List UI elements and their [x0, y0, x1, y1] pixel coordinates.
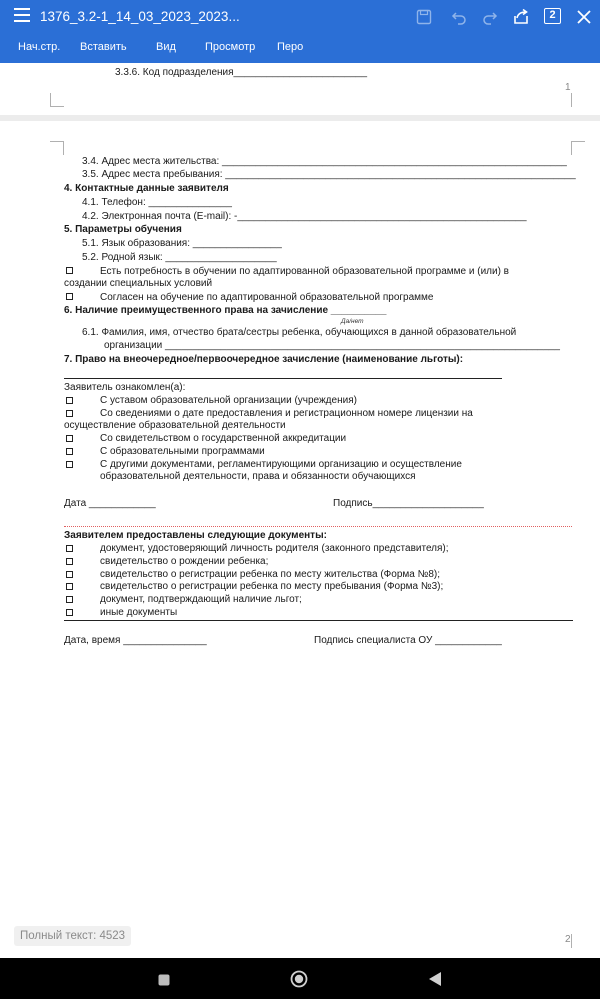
section-6-heading: 6. Наличие преимущественного права на зачисление __________ [64, 305, 387, 316]
checkbox-label: С другими документами, регламентирующими организацию и осуществление [100, 459, 462, 470]
page-corner-mark [63, 141, 64, 155]
date-field: Дата ____________ [64, 498, 156, 509]
undo-icon[interactable] [449, 7, 469, 27]
tab-review[interactable]: Просмотр [205, 41, 256, 53]
recents-button[interactable] [158, 973, 170, 991]
page-number-1: 1 [565, 82, 571, 93]
tab-home[interactable]: Нач.стр. [18, 41, 61, 53]
tab-pen[interactable]: Перо [277, 41, 304, 53]
field-email: 4.2. Электронная почта (E-mail): -____________________________________________________ [82, 211, 527, 222]
checkbox-label: свидетельство о регистрации ребенка по месту пребывания (Форма №3); [100, 581, 444, 592]
checkbox-label: Есть потребность в обучении по адаптированной образовательной программе и (или) в [100, 266, 509, 277]
checkbox-label: иные документы [100, 607, 178, 618]
title-bar [0, 0, 600, 34]
checkbox-label: документ, удостоверяющий личность родителя (законного представителя); [100, 543, 449, 554]
home-button[interactable] [290, 970, 308, 993]
redo-icon[interactable] [480, 7, 500, 27]
page-corner-mark [571, 934, 572, 948]
page-corner-mark [571, 141, 585, 155]
documents-heading: Заявителем предоставлены следующие документы: [64, 530, 327, 541]
page-number-2: 2 [565, 934, 571, 945]
checkbox-programs[interactable] [66, 448, 73, 455]
tab-insert[interactable]: Вставить [80, 41, 127, 53]
checkbox-label-continued: осуществление образовательной деятельности [64, 420, 286, 431]
menu-icon[interactable] [14, 8, 30, 24]
ribbon-toolbar [0, 34, 600, 63]
checkbox-doc-birth-certificate[interactable] [66, 558, 73, 565]
tab-view[interactable]: Вид [156, 41, 176, 53]
section-divider [64, 526, 572, 527]
share-icon[interactable] [511, 7, 531, 27]
section-4-heading: 4. Контактные данные заявителя [64, 183, 229, 194]
checkbox-doc-parent-id[interactable] [66, 545, 73, 552]
specialist-signature-field: Подпись специалиста ОУ ____________ [314, 635, 502, 646]
checkbox-doc-other[interactable] [66, 609, 73, 616]
pages-icon[interactable]: 2 [544, 8, 561, 24]
checkbox-label: Со свидетельством о государственной аккредитации [100, 433, 347, 444]
checkbox-accreditation[interactable] [66, 435, 73, 442]
close-icon[interactable] [574, 7, 594, 27]
checkbox-label: С образовательными программами [100, 446, 265, 457]
field-native-language: 5.2. Родной язык: ____________________ [82, 252, 277, 263]
system-nav-bar [0, 958, 600, 999]
document-title: 1376_3.2-1_14_03_2023_2023... [40, 9, 240, 24]
document-page-1 [0, 63, 600, 115]
checkbox-label: документ, подтверждающий наличие льгот; [100, 594, 302, 605]
checkbox-adapted-consent[interactable] [66, 293, 73, 300]
field-residence-address: 3.4. Адрес места жительства: ______________________________________________________________ [82, 156, 567, 167]
document-page-2 [0, 121, 600, 958]
page-corner-mark [571, 93, 585, 107]
checkbox-label: свидетельство о регистрации ребенка по месту жительства (Форма №8); [100, 569, 441, 580]
checkbox-doc-benefits[interactable] [66, 596, 73, 603]
checkbox-label-continued: создании специальных условий [64, 278, 213, 289]
page1-line: 3.3.6. Код подразделения________________________ [115, 67, 368, 78]
datetime-field: Дата, время _______________ [64, 635, 207, 646]
page-corner-mark [50, 93, 64, 107]
checkbox-other-documents[interactable] [66, 461, 73, 468]
checkbox-doc-stay-registration[interactable] [66, 583, 73, 590]
back-button[interactable] [428, 971, 442, 992]
page-corner-mark [50, 141, 64, 155]
hint-yes-no: Да/нет [341, 318, 364, 325]
checkbox-charter[interactable] [66, 397, 73, 404]
checkbox-license[interactable] [66, 410, 73, 417]
field-sibling-name-continued: организации _______________________________________________________________________ [104, 340, 560, 351]
checkbox-label: Согласен на обучение по адаптированной образовательной программе [100, 292, 434, 303]
field-stay-address: 3.5. Адрес места пребывания: _______________________________________________________________ [82, 169, 576, 180]
checkbox-doc-residence-registration[interactable] [66, 571, 73, 578]
full-text-counter: Полный текст: 4523 [14, 926, 131, 946]
checkbox-adapted-need[interactable] [66, 267, 73, 274]
signature-field: Подпись____________________ [333, 498, 484, 509]
checkbox-label: С уставом образовательной организации (учреждения) [100, 395, 357, 406]
section-rule [64, 620, 573, 621]
checkbox-label: Со сведениями о дате предоставления и регистрационном номере лицензии на [100, 408, 473, 419]
answer-line [64, 378, 502, 379]
checkbox-label: свидетельство о рождении ребенка; [100, 556, 269, 567]
save-icon[interactable] [414, 7, 434, 27]
field-sibling-name: 6.1. Фамилия, имя, отчество брата/сестры ребенка, обучающихся в данной образовательной [82, 327, 517, 338]
field-education-language: 5.1. Язык образования: ________________ [82, 238, 282, 249]
section-5-heading: 5. Параметры обучения [64, 224, 182, 235]
section-7-heading: 7. Право на внеочередное/первоочередное зачисление (наименование льготы): [64, 354, 464, 365]
checkbox-label-continued: образовательной деятельности, права и обязанности обучающихся [100, 471, 416, 482]
acknowledged-heading: Заявитель ознакомлен(а): [64, 382, 186, 393]
field-phone: 4.1. Телефон: _______________ [82, 197, 232, 208]
page-corner-mark [571, 141, 572, 155]
